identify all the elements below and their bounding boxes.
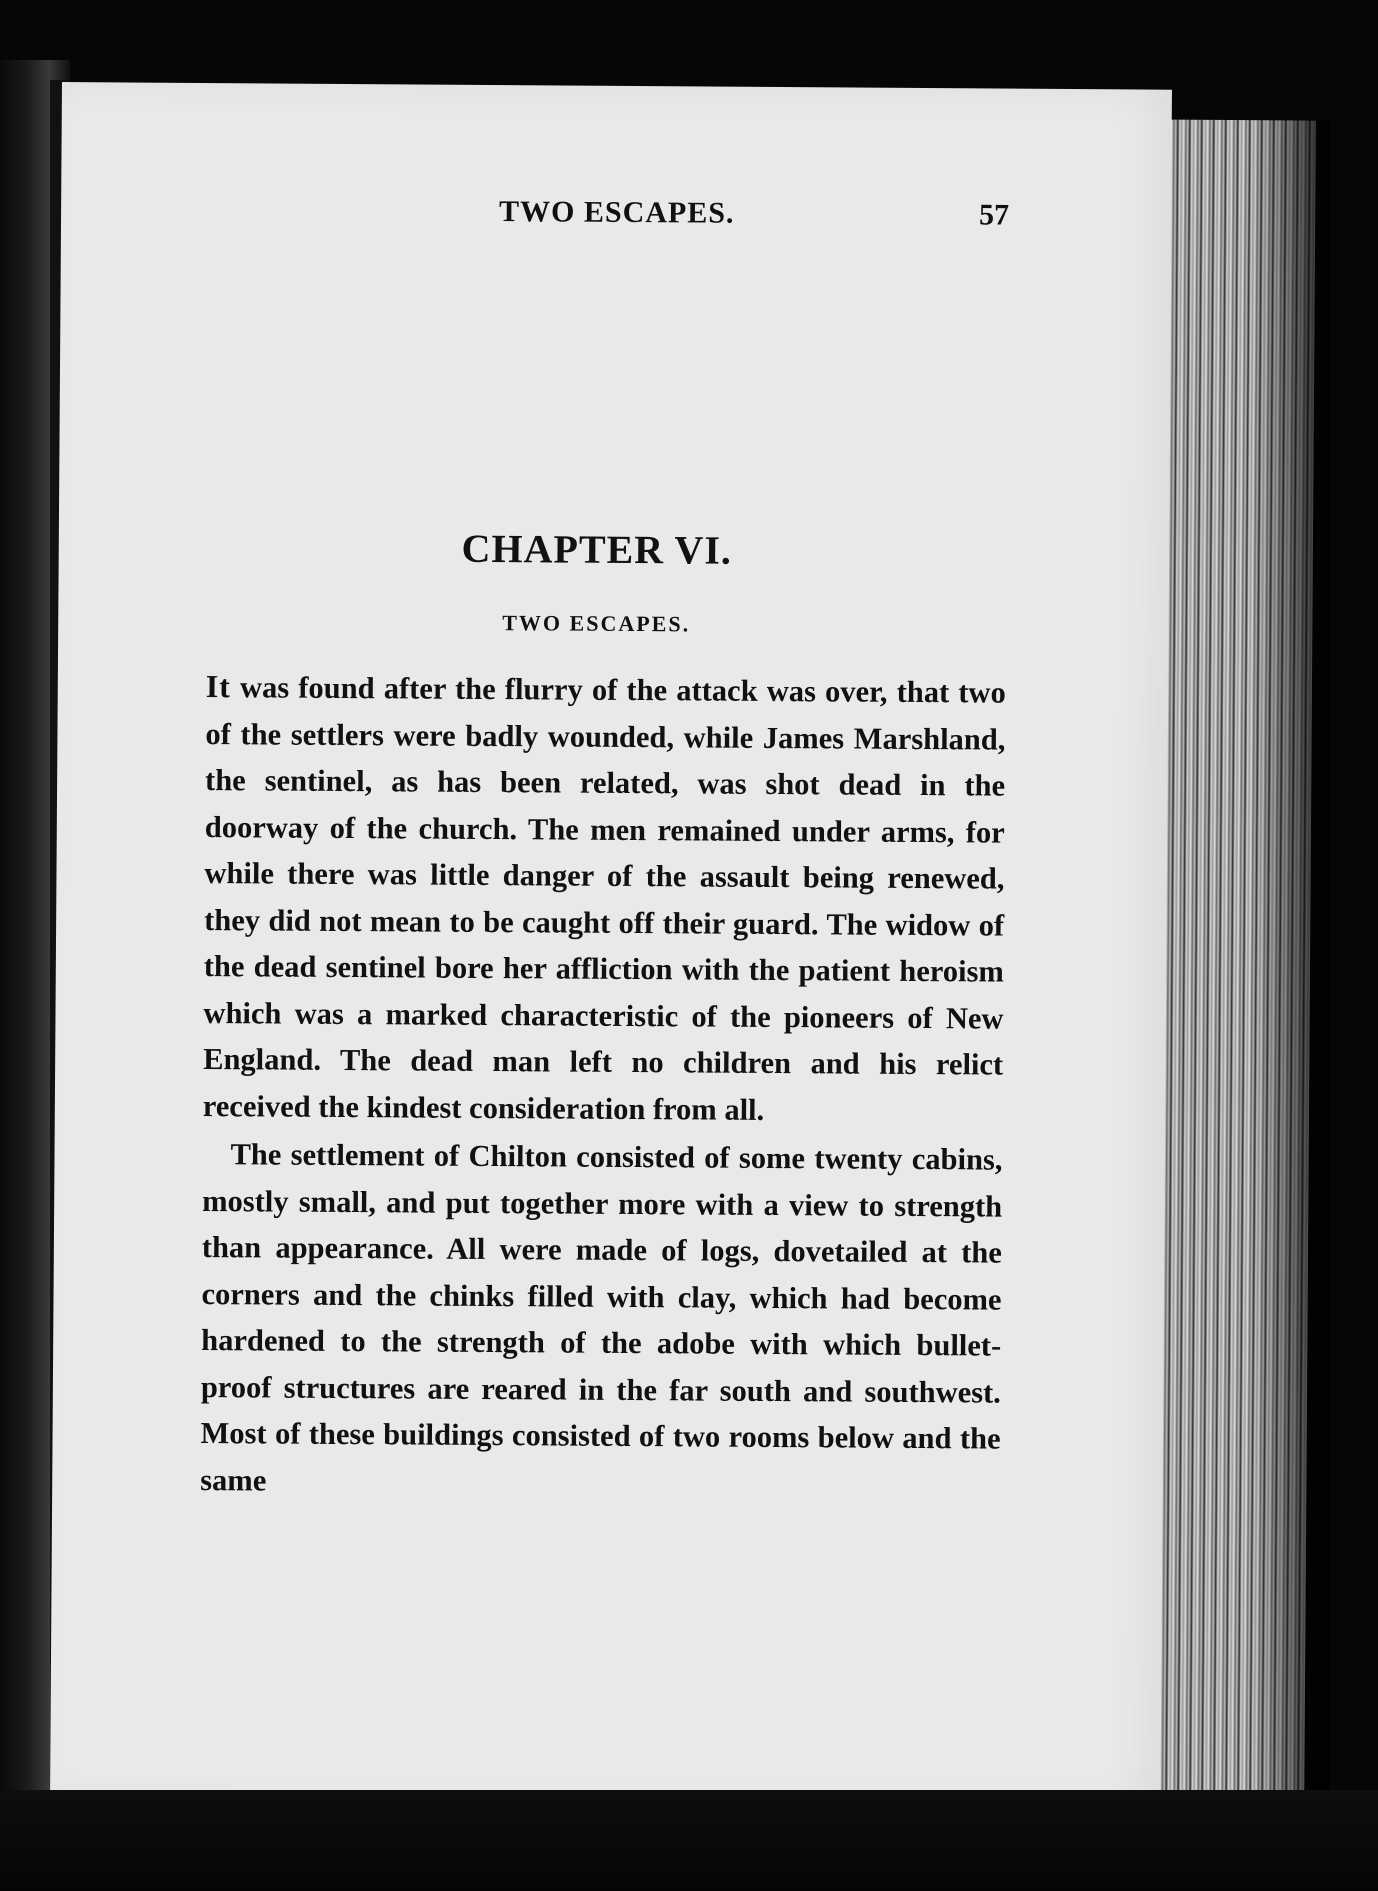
bottom-shadow (0, 1790, 1378, 1891)
running-head (209, 193, 1009, 239)
paragraph-2: The settlement of Chilton consisted of some twenty cabins, mostly small, and put together more with a view to strength than appearance. All were made of logs, dovetailed at the corners and the chinks filled with clay, which had become hardened to the strength of the adobe with which bullet-proof structures are reared in the far south and southwest. Most of these buildings consisted of two rooms below and the same (200, 1137, 1003, 1497)
text-column (200, 83, 1010, 1497)
paragraph-lead: It (205, 668, 232, 705)
page-number: 57 (978, 198, 1010, 232)
page-stack-shadow (1250, 120, 1330, 1820)
running-title: TWO ESCAPES. (498, 195, 735, 230)
section-title: TWO ESCAPES. (502, 610, 691, 637)
paragraph-1 (203, 663, 1006, 1135)
paragraph-1-text: was found after the flurry of the attack was over, that two of the settlers were badly wounded, while James Marshland, the sentinel, as has been related, was shot dead in the doorway of the church. The men remained under arms, for while there was little danger of the assault being renewed, they did not mean to be caught off their guard. The widow of the dead sentinel bore her affliction with the patient heroism which was a marked characteristic of the pioneers of New England. The dead man left no children and his relict received the kindest consideration from all. (202, 670, 1006, 1127)
chapter-title: CHAPTER VI. (461, 525, 733, 573)
body-text (200, 663, 1006, 1509)
book-page (50, 82, 1172, 1812)
